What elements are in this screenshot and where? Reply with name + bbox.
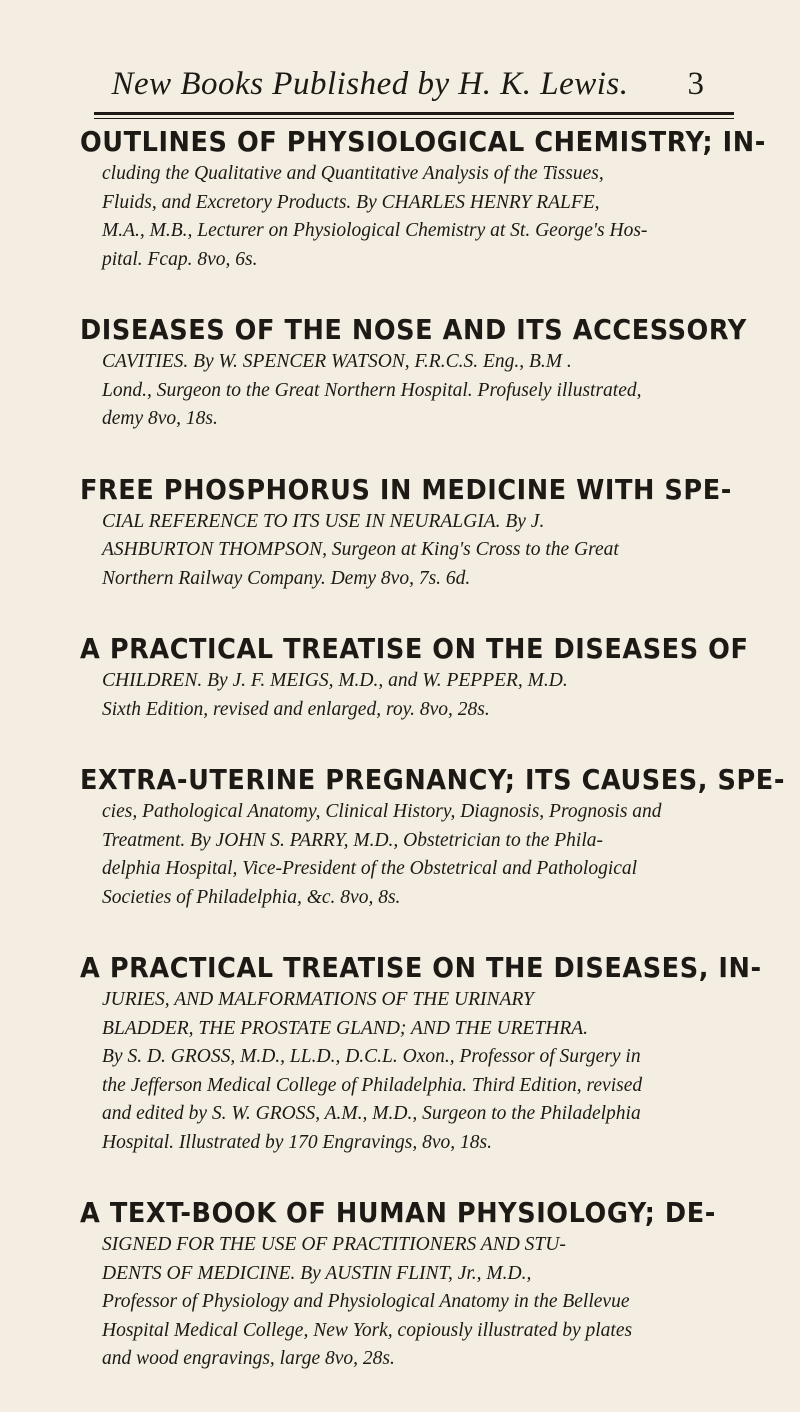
book-title: A PRACTICAL TREATISE ON THE DISEASES OF	[80, 633, 749, 665]
description-line: Lond., Surgeon to the Great Northern Hospital. Profusely illustrated,	[102, 379, 642, 401]
description-line: CIAL REFERENCE TO ITS USE IN NEURALGIA. By J.	[102, 510, 545, 532]
description-line: and edited by S. W. GROSS, A.M., M.D., Surgeon to the Philadelphia	[102, 1103, 641, 1124]
book-description	[102, 986, 740, 1157]
book-description	[102, 667, 740, 724]
description-line: Northern Railway Company. Demy 8vo, 7s. 6d.	[102, 567, 471, 589]
book-entry	[80, 762, 785, 912]
description-line: Hospital. Illustrated by 170 Engravings, 8vo, 18s.	[102, 1131, 492, 1153]
description-line: ASHBURTON THOMPSON, Surgeon at King's Cross to the Great	[102, 539, 619, 560]
book-entry	[80, 312, 747, 434]
book-entry	[80, 1195, 740, 1374]
description-line: Societies of Philadelphia, &c. 8vo, 8s.	[102, 886, 401, 908]
header-rule-thin	[94, 118, 734, 119]
description-line: Hospital Medical College, New York, copiously illustrated by plates	[102, 1319, 633, 1341]
description-line: CAVITIES. By W. SPENCER WATSON, F.R.C.S. Eng., B.M .	[102, 351, 572, 372]
description-line: M.A., M.B., Lecturer on Physiological Chemistry at St. George's Hos-	[102, 220, 648, 241]
description-line: demy 8vo, 18s.	[102, 408, 218, 429]
description-line: Fluids, and Excretory Products. By CHARLES HENRY RALFE,	[102, 191, 600, 213]
description-line: By S. D. GROSS, M.D., LL.D., D.C.L. Oxon., Professor of Surgery in	[102, 1046, 641, 1067]
header-rule-thick	[94, 112, 734, 115]
description-line: Professor of Physiology and Physiological Anatomy in the Bellevue	[102, 1291, 630, 1312]
description-line: Sixth Edition, revised and enlarged, roy. 8vo, 28s.	[102, 698, 490, 720]
description-line: JURIES, AND MALFORMATIONS OF THE URINARY	[102, 989, 534, 1010]
running-head	[96, 66, 704, 110]
book-entry	[80, 950, 762, 1157]
book-entry	[80, 631, 749, 724]
book-title: A TEXT-BOOK OF HUMAN PHYSIOLOGY; DE-	[80, 1197, 716, 1229]
description-line: cluding the Qualitative and Quantitative Analysis of the Tissues,	[102, 163, 604, 184]
description-line: SIGNED FOR THE USE OF PRACTITIONERS AND STU-	[102, 1234, 566, 1255]
book-title: DISEASES OF THE NOSE AND ITS ACCESSORY	[80, 314, 747, 346]
description-line: and wood engravings, large 8vo, 28s.	[102, 1348, 395, 1369]
book-description	[102, 1231, 740, 1374]
book-description	[102, 798, 740, 912]
description-line: pital. Fcap. 8vo, 6s.	[102, 248, 258, 270]
running-title: New Books Published by H. K. Lewis.	[111, 66, 629, 102]
book-entries	[80, 124, 785, 1412]
book-title: A PRACTICAL TREATISE ON THE DISEASES, IN-	[80, 952, 762, 984]
description-line: delphia Hospital, Vice-President of the Obstetrical and Pathological	[102, 858, 638, 879]
book-description	[102, 348, 740, 434]
book-entry	[80, 472, 740, 594]
book-title: EXTRA-UTERINE PREGNANCY; ITS CAUSES, SPE-	[80, 764, 785, 796]
book-entry	[80, 124, 766, 274]
description-line: the Jefferson Medical College of Philadelphia. Third Edition, revised	[102, 1074, 643, 1096]
page-number: 3	[687, 66, 704, 102]
description-line: DENTS OF MEDICINE. By AUSTIN FLINT, Jr., M.D.,	[102, 1262, 532, 1284]
description-line: Treatment. By JOHN S. PARRY, M.D., Obstetrician to the Phila-	[102, 829, 604, 851]
description-line: CHILDREN. By J. F. MEIGS, M.D., and W. PEPPER, M.D.	[102, 670, 568, 691]
book-title: FREE PHOSPHORUS IN MEDICINE WITH SPE-	[80, 473, 732, 506]
description-line: cies, Pathological Anatomy, Clinical History, Diagnosis, Prognosis and	[102, 801, 662, 822]
book-description	[102, 508, 740, 594]
book-description	[102, 160, 740, 274]
book-title: OUTLINES OF PHYSIOLOGICAL CHEMISTRY; IN-	[80, 126, 766, 158]
description-line: BLADDER, THE PROSTATE GLAND; AND THE URETHRA.	[102, 1017, 589, 1039]
